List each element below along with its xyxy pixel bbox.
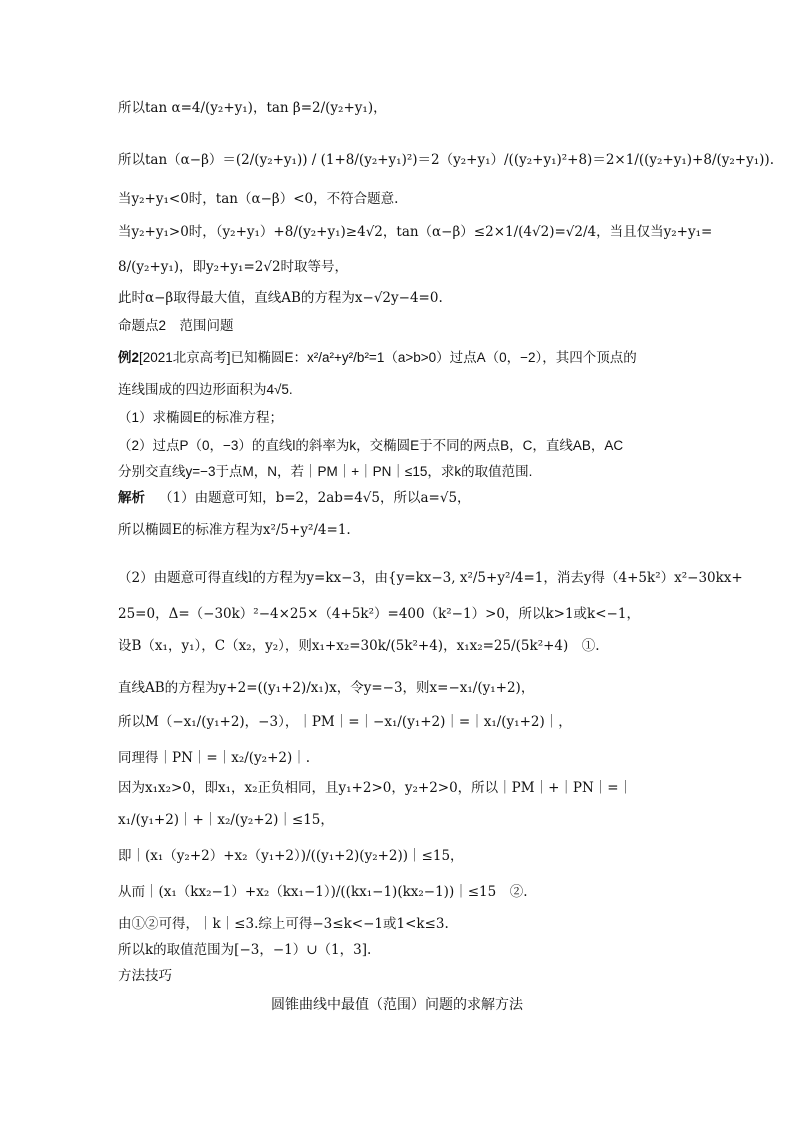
text-line: 8/(y₂+y₁)，即y₂+y₁=2√2时取等号， [118, 259, 349, 275]
text-line: 直线AB的方程为y+2=((y₁+2)/x₁)x，令y=−3，则x=−x₁/(y₁+2)， [118, 680, 535, 696]
text-line: 从而｜(x₁（kx₂−1）+x₂（kx₁−1）)/((kx₁−1)(kx₂−1))｜≤15 ②. [118, 884, 528, 900]
text-line: 因为x₁x₂>0，即x₁，x₂正负相同，且y₁+2>0，y₂+2>0，所以｜PM｜+｜PN｜=｜ [118, 780, 633, 796]
example-label: 例2 [118, 350, 140, 365]
text-line: （2）由题意可得直线l的方程为y=kx−3，由{y=kx−3, x²/5+y²/4=1，消去y得（4+5k²）x²−30kx+ [118, 570, 743, 586]
section-heading: 命题点2 范围问题 [118, 318, 234, 333]
text-line: 即｜(x₁（y₂+2）+x₂（y₁+2）)/((y₁+2)(y₂+2))｜≤15， [118, 848, 464, 864]
example-line [118, 348, 694, 368]
text-line: （2）过点P（0，−3）的直线l的斜率为k，交椭圆E于不同的两点B，C，直线AB，AC [118, 438, 624, 453]
text-line: 当y₂+y₁>0时，（y₂+y₁）+8/(y₂+y₁)≥4√2，tan（α−β）≤2×1/(4√2)=√2/4，当且仅当y₂+y₁= [118, 224, 713, 240]
text-line: 所以tan α=4/(y₂+y₁)，tan β=2/(y₂+y₁)， [118, 100, 387, 116]
text-line: 所以椭圆E的标准方程为x²/5+y²/4=1. [118, 522, 351, 538]
text-line: 此时α−β取得最大值，直线AB的方程为x−√2y−4=0. [118, 290, 443, 306]
text-line: 当y₂+y₁<0时，tan（α−β）<0，不符合题意. [118, 191, 399, 207]
text-line: 所以tan（α−β）＝(2/(y₂+y₁)) / (1+8/(y₂+y₁)²)＝2（y₂+y₁）/((y₂+y₁)²+8)＝2×1/((y₂+y₁)+8/(y₂+y₁)). [118, 152, 774, 168]
solution-label: 解析 [118, 490, 145, 506]
text-line: 分别交直线y=−3于点M，N，若｜PM｜+｜PN｜≤15，求k的取值范围. [118, 464, 533, 479]
text-line: 设B（x₁，y₁），C（x₂，y₂），则x₁+x₂=30k/(5k²+4)，x₁x₂=25/(5k²+4) ①. [118, 638, 600, 654]
text-line: x₁/(y₁+2)｜+｜x₂/(y₂+2)｜≤15， [118, 812, 334, 828]
text-line: 所以k的取值范围为[−3，−1）∪（1，3]. [118, 942, 372, 958]
solution-line [118, 488, 694, 508]
example-text: [2021北京高考]已知椭圆E：x²/a²+y²/b²=1（a>b>0）过点A（0，−2），其四个顶点的 [139, 350, 637, 365]
text-line: 连线围成的四边形面积为4√5. [118, 382, 293, 397]
text-line: （1）求椭圆E的标准方程； [118, 410, 284, 425]
solution-text: （1）由题意可知，b=2，2ab=4√5，所以a=√5， [159, 490, 471, 506]
section-title: 圆锥曲线中最值（范围）问题的求解方法 [271, 996, 523, 1012]
text-line: 同理得｜PN｜=｜x₂/(y₂+2)｜. [118, 750, 311, 766]
method-label: 方法技巧 [118, 968, 172, 984]
text-line: 由①②可得，｜k｜≤3.综上可得−3≤k<−1或1<k≤3. [118, 916, 449, 932]
text-line: 25=0，Δ=（−30k）²−4×25×（4+5k²）=400（k²−1）>0，所以k>1或k<−1， [118, 606, 640, 622]
text-line: 所以M（−x₁/(y₁+2)，−3），｜PM｜=｜−x₁/(y₁+2)｜=｜x₁/(y₁+2)｜， [118, 714, 572, 730]
